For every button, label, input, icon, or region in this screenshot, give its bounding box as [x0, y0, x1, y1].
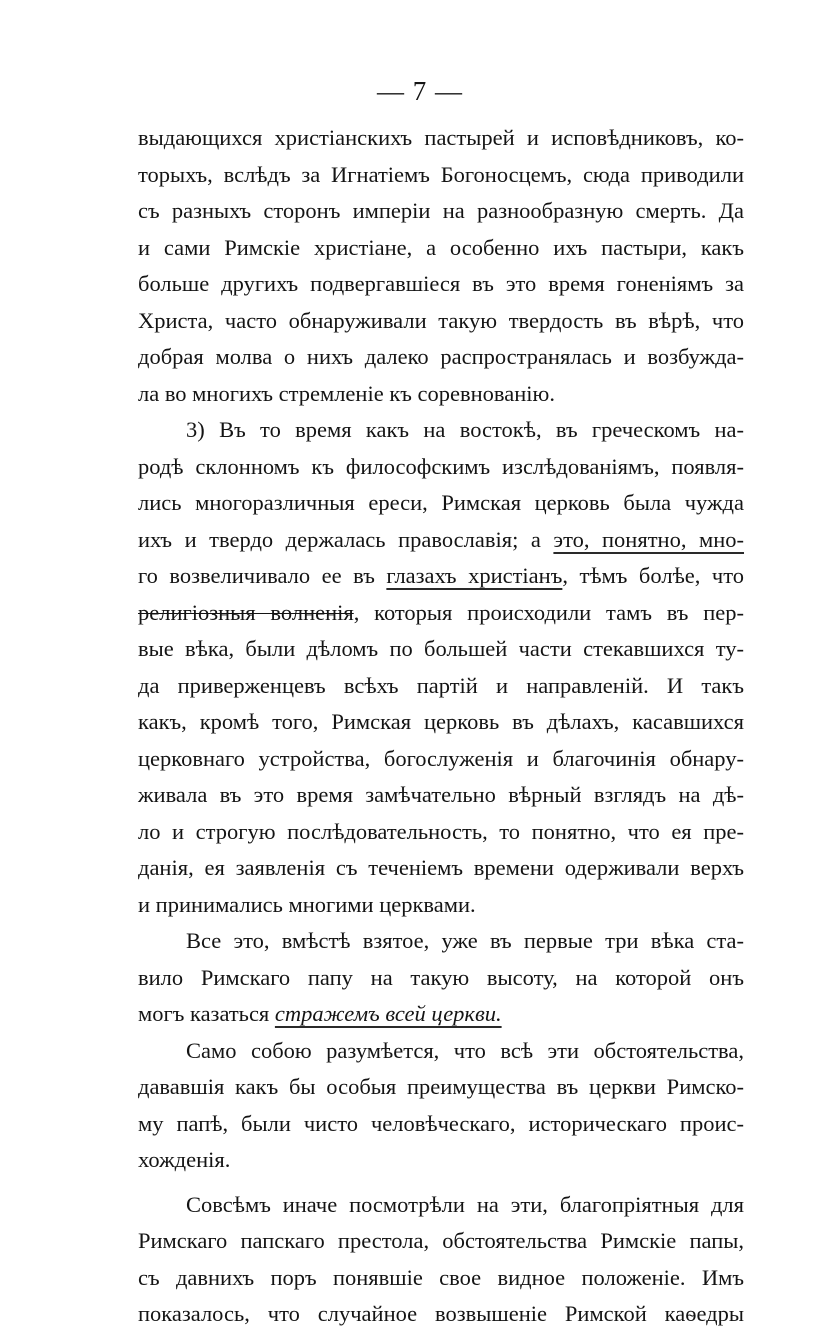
text-line: Христа, часто обнаруживали такую твердость въ вѣрѣ, что [138, 307, 744, 333]
text-line: выдающихся христіанскихъ пастырей и исповѣдниковъ, ко- [138, 125, 744, 150]
text-line: да приверженцевъ всѣхъ партій и направленій. И такъ [138, 672, 744, 698]
text-line: хожденія. [138, 1147, 231, 1172]
text-line: торыхъ, вслѣдъ за Игнатіемъ Богоносцемъ, сюда приводили [138, 161, 744, 187]
text-line: го возвеличивало ее въ глазахъ христіанъ, тѣмъ болѣе, что [138, 563, 745, 588]
emphasized-phrase: стражемъ всей церкви. [274, 1001, 502, 1026]
text-line: ла во многихъ стремленіе къ соревнованію. [138, 380, 555, 406]
handwritten-underline: глазахъ христіанъ [386, 563, 563, 588]
text-line: добрая молва о нихъ далеко распространялась и возбужда- [138, 344, 744, 369]
text-line: ло и строгую послѣдовательность, то понятно, что ея пре- [138, 818, 744, 844]
paragraph-start-line: Все это, вмѣстѣ взятое, уже въ первые три вѣка ста- [186, 928, 744, 953]
text-line: ихъ и твердо держалась православія; а это, понятно, мно- [138, 526, 745, 552]
text-line: родѣ склонномъ къ философскимъ изслѣдованіямъ, появля- [138, 453, 744, 479]
text-line: религіозныя волненія, которыя происходили тамъ въ пер- [138, 599, 744, 625]
text-line: и принимались многими церквами. [138, 891, 476, 917]
paragraph-start-line: Совсѣмъ иначе посмотрѣли на эти, благопріятныя для [186, 1191, 744, 1217]
text-line: вило Римскаго папу на такую высоту, на которой онъ [138, 964, 744, 990]
text-line: лись многоразличныя ереси, Римская церковь была чужда [138, 490, 744, 515]
text-line: Римскаго папскаго престола, обстоятельства Римскіе папы, [138, 1228, 744, 1253]
paragraph-start-line: 3) Въ то время какъ на востокѣ, въ греческомъ на- [186, 417, 744, 442]
paragraph-start-line: Само собою разумѣется, что всѣ эти обстоятельства, [186, 1037, 744, 1063]
text-line: съ разныхъ сторонъ имперіи на разнообразную смерть. Да [138, 198, 744, 223]
text-line: живала въ это время замѣчательно вѣрный взглядъ на дѣ- [138, 782, 744, 807]
text-line: показалось, что случайное возвышеніе Римской каѳедры [138, 1301, 744, 1326]
text-line: и сами Римскіе христіане, а особенно ихъ пастыри, какъ [138, 234, 744, 260]
body-text [138, 120, 744, 1333]
text-line: дававшія какъ бы особыя преимущества въ церкви Римско- [138, 1074, 744, 1099]
page-number: — 7 — [377, 76, 463, 106]
text-line: больше другихъ подвергавшіеся въ это время гоненіямъ за [138, 271, 744, 296]
text-line: му папѣ, были чисто человѣческаго, историческаго проис- [138, 1110, 744, 1136]
pen-mark: религіозныя волненія [138, 599, 354, 625]
text-line: съ давнихъ поръ понявшіе свое видное положеніе. Имъ [138, 1264, 744, 1290]
text-line: вые вѣка, были дѣломъ по большей части стекавшихся ту- [138, 636, 744, 661]
text-line: могъ казаться стражемъ всей церкви. [138, 1001, 502, 1026]
handwritten-underline: это, понятно, мно- [553, 526, 745, 552]
text-line: какъ, кромѣ того, Римская церковь въ дѣлахъ, касавшихся [138, 709, 744, 734]
text-line: данія, ея заявленія съ теченіемъ времени одерживали верхъ [138, 855, 744, 880]
text-line: церковнаго устройства, богослуженія и благочинія обнару- [138, 745, 744, 771]
